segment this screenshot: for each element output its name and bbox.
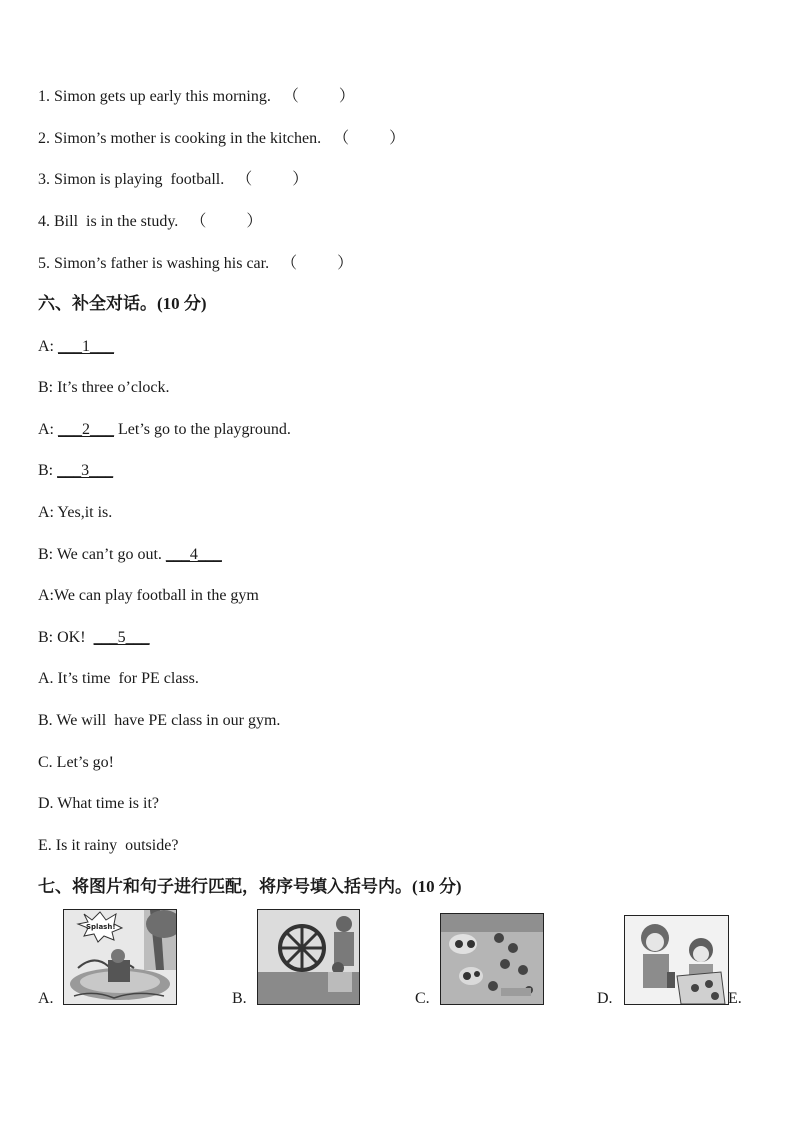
dialogue-line-1: A: ___1___ [38, 338, 114, 355]
dialogue-blank[interactable]: ___4___ [165, 546, 222, 563]
splash-illustration [64, 910, 176, 1004]
waterwheel-illustration [258, 910, 359, 1004]
picture-b-waterwheel[interactable] [257, 909, 360, 1005]
judgement-item-5: 5. Simon’s father is washing his car. （ ） [38, 255, 354, 272]
dialogue-line-6: B: We can’t go out. ___4___ [38, 546, 222, 563]
judgement-item-2: 2. Simon’s mother is cooking in the kitchen. （ ） [38, 130, 406, 147]
section-6-heading: 六、补全对话。(10 分) [38, 294, 207, 313]
splash-text: Splash! [86, 923, 116, 931]
option-d: D. What time is it? [38, 795, 160, 812]
dialogue-blank[interactable]: ___5___ [93, 629, 150, 646]
dialogue-blank[interactable]: ___3___ [57, 462, 114, 479]
option-e: E. Is it rainy outside? [38, 837, 179, 854]
children-illustration [625, 916, 728, 1004]
section-7-heading: 七、将图片和句子进行匹配，将序号填入括号内。(10 分) [38, 877, 462, 896]
dialogue-line-3: A: ___2___ Let’s go to the playground. [38, 421, 291, 438]
judgement-item-4: 4. Bill is in the study. （ ） [38, 213, 263, 230]
picture-a-splash[interactable] [63, 909, 177, 1005]
answer-paren[interactable]: （ ） [282, 88, 355, 105]
answer-paren[interactable]: （ ） [281, 255, 354, 272]
judgement-item-1: 1. Simon gets up early this morning. （ ） [38, 88, 355, 105]
option-b: B. We will have PE class in our gym. [38, 712, 281, 729]
dialogue-blank[interactable]: ___2___ [58, 421, 114, 438]
dialogue-blank[interactable]: ___1___ [58, 338, 114, 355]
playground-illustration [441, 914, 543, 1004]
option-a: A. It’s time for PE class. [38, 670, 199, 687]
option-c: C. Let’s go! [38, 754, 114, 771]
dialogue-line-5: A: Yes,it is. [38, 504, 113, 521]
picture-label-a: A. [38, 990, 54, 1007]
dialogue-line-2: B: It’s three o’clock. [38, 379, 170, 396]
picture-c-playground[interactable] [440, 913, 544, 1005]
answer-paren[interactable]: （ ） [236, 171, 309, 188]
answer-paren[interactable]: （ ） [333, 130, 406, 147]
dialogue-line-8: B: OK! ___5___ [38, 629, 150, 646]
picture-label-b: B. [232, 990, 247, 1007]
answer-paren[interactable]: （ ） [190, 213, 263, 230]
judgement-item-3: 3. Simon is playing football. （ ） [38, 171, 309, 188]
picture-label-e: E. [728, 990, 742, 1007]
picture-label-d: D. [597, 990, 613, 1007]
picture-d-children[interactable] [624, 915, 729, 1005]
dialogue-line-7: A:We can play football in the gym [38, 587, 259, 604]
dialogue-line-4: B: ___3___ [38, 462, 114, 479]
picture-label-c: C. [415, 990, 430, 1007]
